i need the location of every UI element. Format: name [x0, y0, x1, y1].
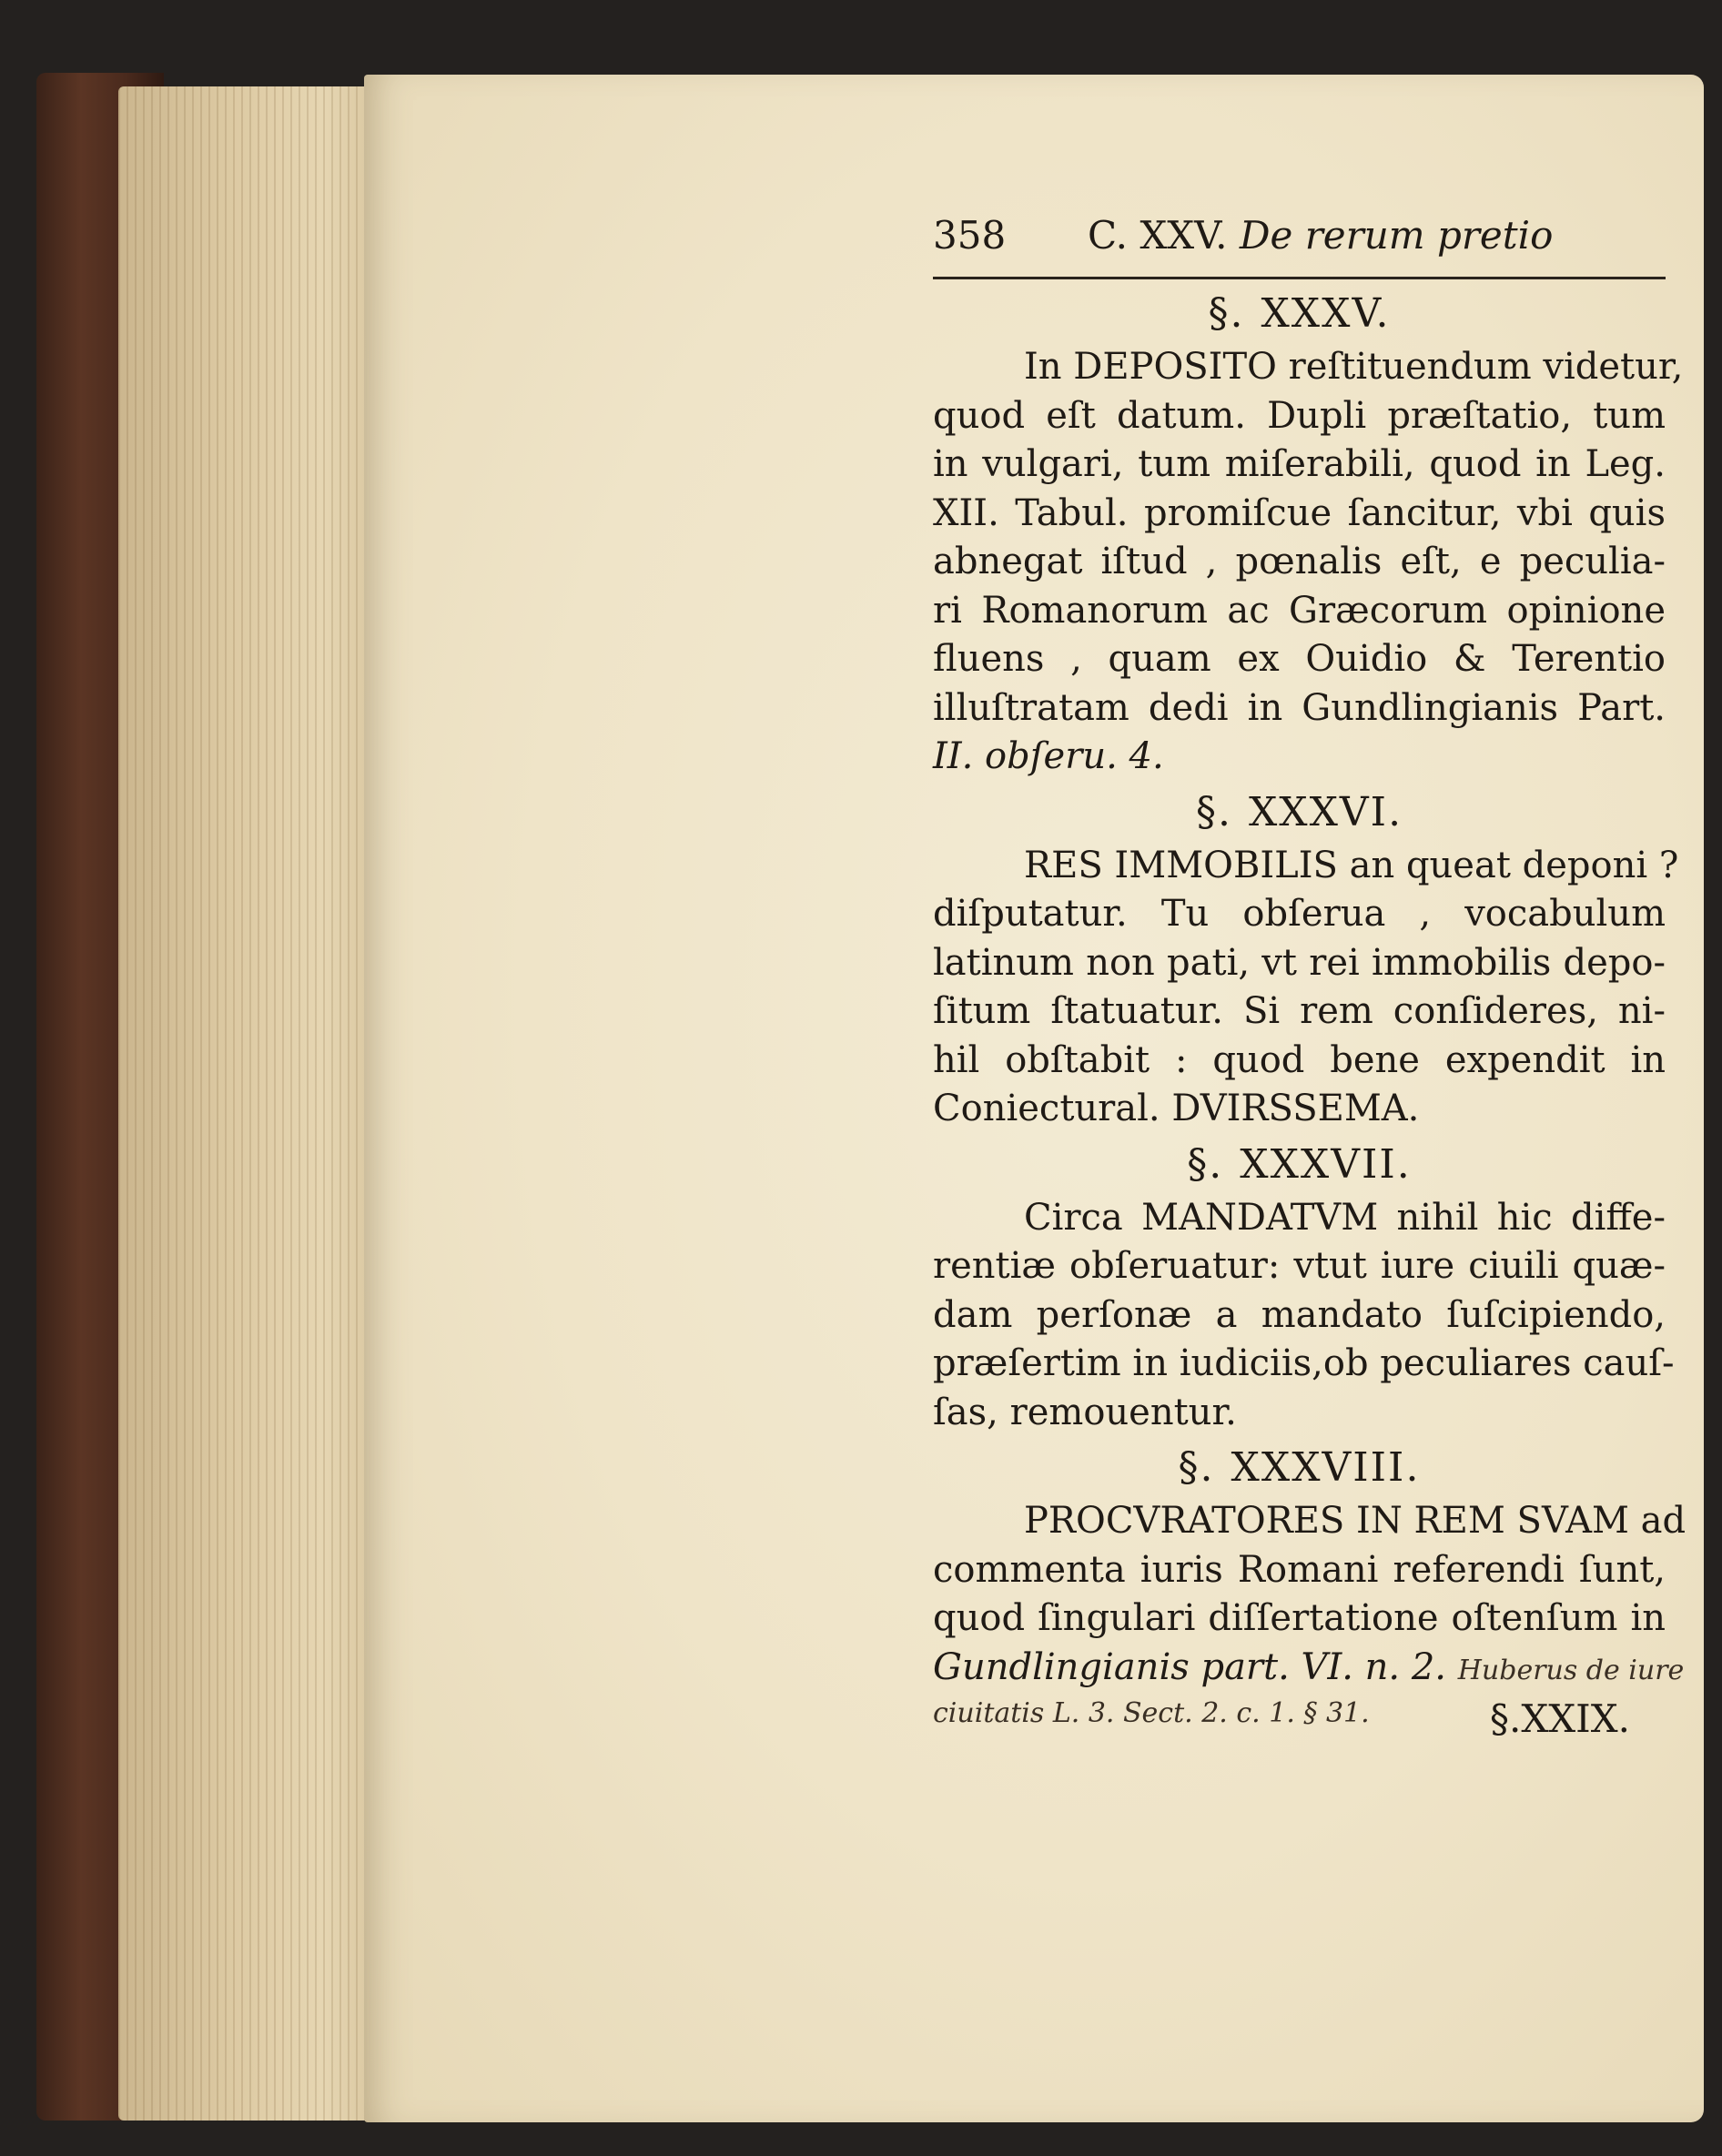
section-sign: §.	[1187, 1140, 1224, 1188]
section-number: XXXVI.	[1248, 788, 1403, 835]
running-title-roman: C. XXV.	[1088, 213, 1228, 258]
text-line: latinum non pati, vt rei immobilis depo-	[933, 941, 1666, 984]
section-heading	[933, 785, 1666, 840]
text-line: PROCVRATORES IN REM SVAM ad	[1024, 1500, 1687, 1542]
text-line: fluens , quam ex Ouidio & Terentio	[933, 638, 1666, 680]
text-line: In DEPOSITO reſtituendum videtur,	[1024, 346, 1684, 388]
citation-text: Gundlingianis part. VI. n. 2.	[933, 1645, 1447, 1688]
text-line: Coniectural. DVIRSSEMA.	[933, 1088, 1420, 1129]
handwritten-note-line2: ciuitatis L. 3. Sect. 2. c. 1. § 31.	[933, 1697, 1370, 1729]
text-line: abnegat iſtud , pœnalis eſt, e peculia-	[933, 541, 1666, 582]
section-number: XXXVIII.	[1231, 1444, 1421, 1491]
text-line: commenta iuris Romani referendi ſunt,	[933, 1548, 1666, 1591]
catchword: §.XXIX.	[1490, 1696, 1630, 1741]
text-line: Circa MANDATVM nihil hic diffe-	[1024, 1196, 1666, 1239]
section-heading	[933, 287, 1666, 341]
text-line: quod eſt datum. Dupli præſtatio, tum	[933, 394, 1666, 437]
running-title	[1088, 208, 1553, 264]
text-line: hil obſtabit : quod bene expendit in	[933, 1038, 1666, 1081]
text-line: illuſtratam dedi in Gundlingianis Part.	[933, 686, 1666, 729]
text-line: dam perſonæ a mandato ſuſcipiendo,	[933, 1293, 1666, 1336]
running-head	[933, 208, 1666, 264]
text-line: ri Romanorum ac Græcorum opinione	[933, 589, 1666, 632]
handwritten-note-line1: Huberus de iure	[1457, 1654, 1685, 1686]
page-number: 358	[933, 213, 1007, 258]
text-line: in vulgari, tum miſerabili, quod in Leg.	[933, 443, 1666, 485]
page-edges	[118, 86, 391, 2121]
text-line	[933, 1644, 1685, 1693]
section-paragraph	[933, 842, 1679, 1134]
text-line: præſertim in iudiciis,ob peculiares cauſ-	[933, 1342, 1675, 1384]
text-line: ſitum ſtatuatur. Si rem conſideres, ni-	[933, 990, 1666, 1032]
section-heading	[933, 1138, 1666, 1192]
text-block	[933, 208, 1687, 1746]
running-title-italic: De rerum pretio	[1239, 213, 1554, 258]
section-paragraph	[933, 343, 1684, 782]
section-heading	[933, 1441, 1666, 1495]
last-line-row	[933, 1692, 1666, 1746]
text-line: diſputatur. Tu obſerua , vocabulum	[933, 893, 1666, 935]
section-sign: §.	[1208, 290, 1245, 337]
text-line: rentiæ obſeruatur: vtut iure ciuili quæ-	[933, 1245, 1666, 1287]
text-line: XII. Tabul. promiſcue ſancitur, vbi quis	[933, 491, 1666, 534]
header-rule	[933, 277, 1666, 279]
section-number: XXXVII.	[1240, 1140, 1412, 1188]
text-line: quod ſingulari diſſertatione oſtenſum in	[933, 1597, 1666, 1639]
text-line: ſas, remouentur.	[933, 1391, 1237, 1433]
text-line: RES IMMOBILIS an queat deponi ?	[1024, 844, 1679, 886]
text-line: II. obſeru. 4.	[933, 735, 1164, 777]
section-number: XXXV.	[1261, 290, 1391, 337]
section-paragraph	[933, 1194, 1675, 1438]
section-sign: §.	[1195, 788, 1232, 835]
section-sign: §.	[1178, 1444, 1215, 1491]
section-paragraph	[933, 1497, 1687, 1692]
